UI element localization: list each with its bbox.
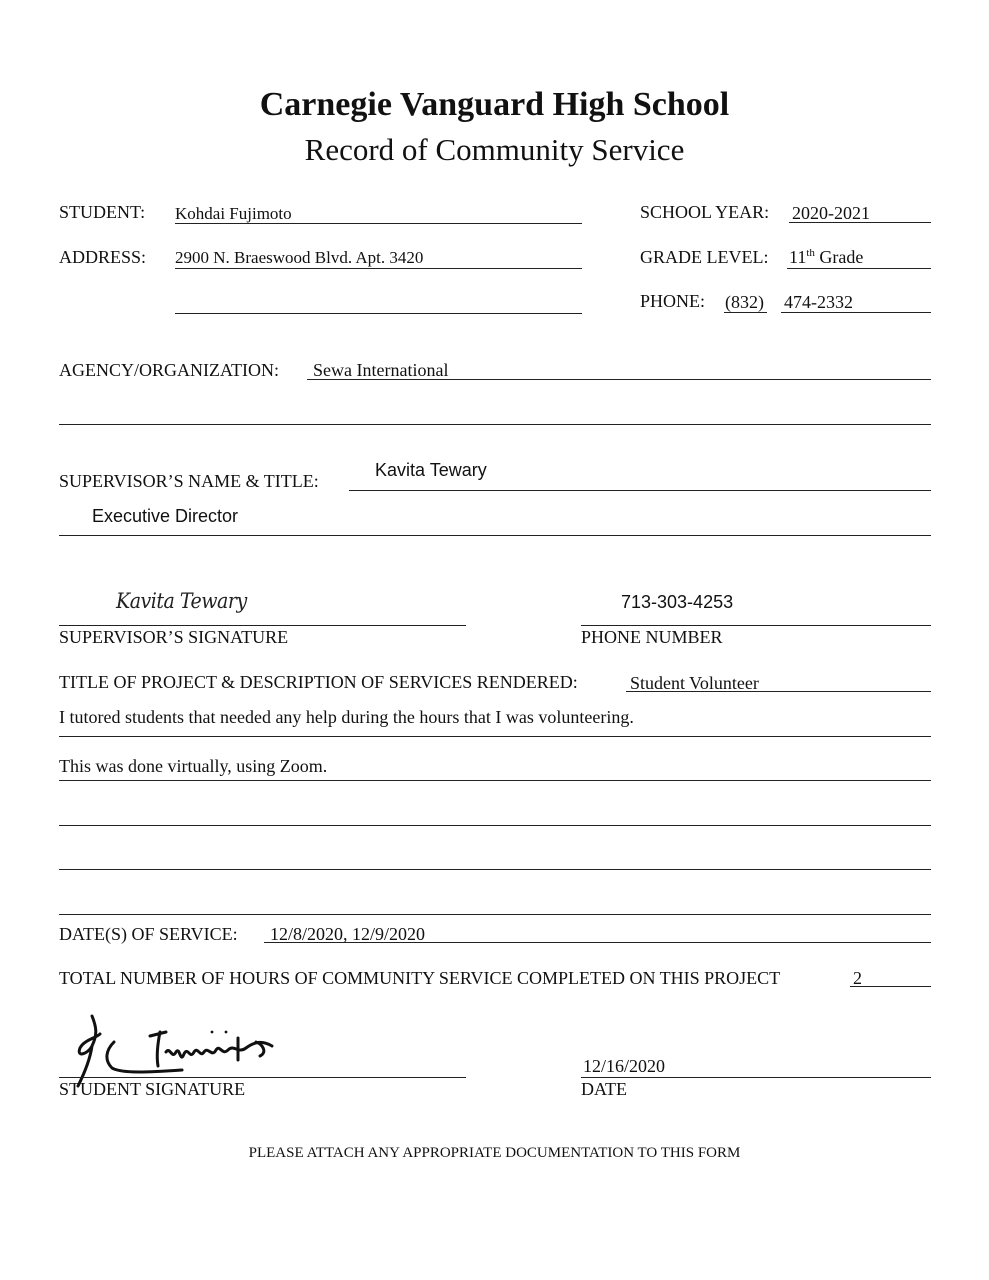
description-underline-1 [59, 736, 931, 737]
project-title-underline [626, 691, 931, 692]
address-line1-underline [175, 268, 582, 269]
service-dates-underline [264, 942, 931, 943]
description-underline-5 [59, 914, 931, 915]
phone-number-field[interactable]: 474-2332 [784, 292, 853, 312]
supervisor-phone-field[interactable]: 713-303-4253 [621, 592, 734, 612]
school-year-underline [789, 222, 931, 223]
service-dates-field[interactable]: 12/8/2020, 12/9/2020 [270, 924, 426, 944]
date-field[interactable]: 12/16/2020 [583, 1056, 666, 1076]
address-line1-field[interactable]: 2900 N. Braeswood Blvd. Apt. 3420 [175, 248, 424, 267]
supervisor-signature[interactable]: Kavita Tewary [116, 588, 247, 614]
total-hours-label: TOTAL NUMBER OF HOURS OF COMMUNITY SERVICE COMPLETED ON THIS PROJECT [59, 968, 781, 988]
supervisor-phone-underline [581, 625, 931, 626]
phone-area-code-underline [724, 312, 767, 313]
total-hours-underline [850, 986, 931, 987]
grade-number: 11 [789, 247, 807, 267]
supervisor-title-underline [59, 535, 931, 536]
school-year-field[interactable]: 2020-2021 [792, 203, 870, 223]
supervisor-name-label: SUPERVISOR’S NAME & TITLE: [59, 471, 319, 491]
description-line-1[interactable]: I tutored students that needed any help during the hours that I was volunteering. [59, 707, 634, 727]
supervisor-signature-underline [59, 625, 466, 626]
student-label: STUDENT: [59, 202, 146, 222]
supervisor-title-field[interactable]: Executive Director [92, 506, 239, 526]
supervisor-signature-label: SUPERVISOR’S SIGNATURE [59, 627, 289, 647]
description-underline-2 [59, 780, 931, 781]
date-label: DATE [581, 1079, 627, 1099]
supervisor-phone-label: PHONE NUMBER [581, 627, 723, 647]
description-line-2[interactable]: This was done virtually, using Zoom. [59, 756, 328, 776]
supervisor-name-underline [349, 490, 931, 491]
student-name-underline [175, 223, 582, 224]
project-title-field[interactable]: Student Volunteer [630, 673, 759, 693]
student-signature-underline [59, 1077, 466, 1078]
agency-underline [307, 379, 931, 380]
description-underline-3 [59, 825, 931, 826]
phone-area-code-field[interactable]: (832) [725, 292, 764, 312]
agency-label: AGENCY/ORGANIZATION: [59, 360, 279, 380]
project-label: TITLE OF PROJECT & DESCRIPTION OF SERVICES RENDERED: [59, 672, 578, 692]
agency-field[interactable]: Sewa International [313, 360, 449, 380]
supervisor-name-field[interactable]: Kavita Tewary [375, 460, 487, 480]
phone-number-underline [781, 312, 931, 313]
grade-level-field[interactable] [789, 247, 863, 267]
service-dates-label: DATE(S) OF SERVICE: [59, 924, 238, 944]
student-signature-label: STUDENT SIGNATURE [59, 1079, 246, 1099]
school-name: Carnegie Vanguard High School [259, 86, 730, 123]
grade-word: Grade [819, 247, 864, 267]
student-name-field[interactable]: Kohdai Fujimoto [175, 204, 292, 223]
address-line2-underline [175, 313, 582, 314]
school-year-label: SCHOOL YEAR: [640, 202, 770, 222]
total-hours-field[interactable]: 2 [853, 968, 862, 988]
footer-note: PLEASE ATTACH ANY APPROPRIATE DOCUMENTATION TO THIS FORM [248, 1145, 741, 1161]
grade-suffix: th [806, 247, 815, 259]
date-underline [581, 1077, 931, 1078]
agency-line2-underline [59, 424, 931, 425]
phone-label: PHONE: [640, 291, 706, 311]
grade-level-underline [787, 268, 931, 269]
form-title: Record of Community Service [304, 132, 685, 167]
address-label: ADDRESS: [59, 247, 147, 267]
description-underline-4 [59, 869, 931, 870]
grade-level-label: GRADE LEVEL: [640, 247, 769, 267]
